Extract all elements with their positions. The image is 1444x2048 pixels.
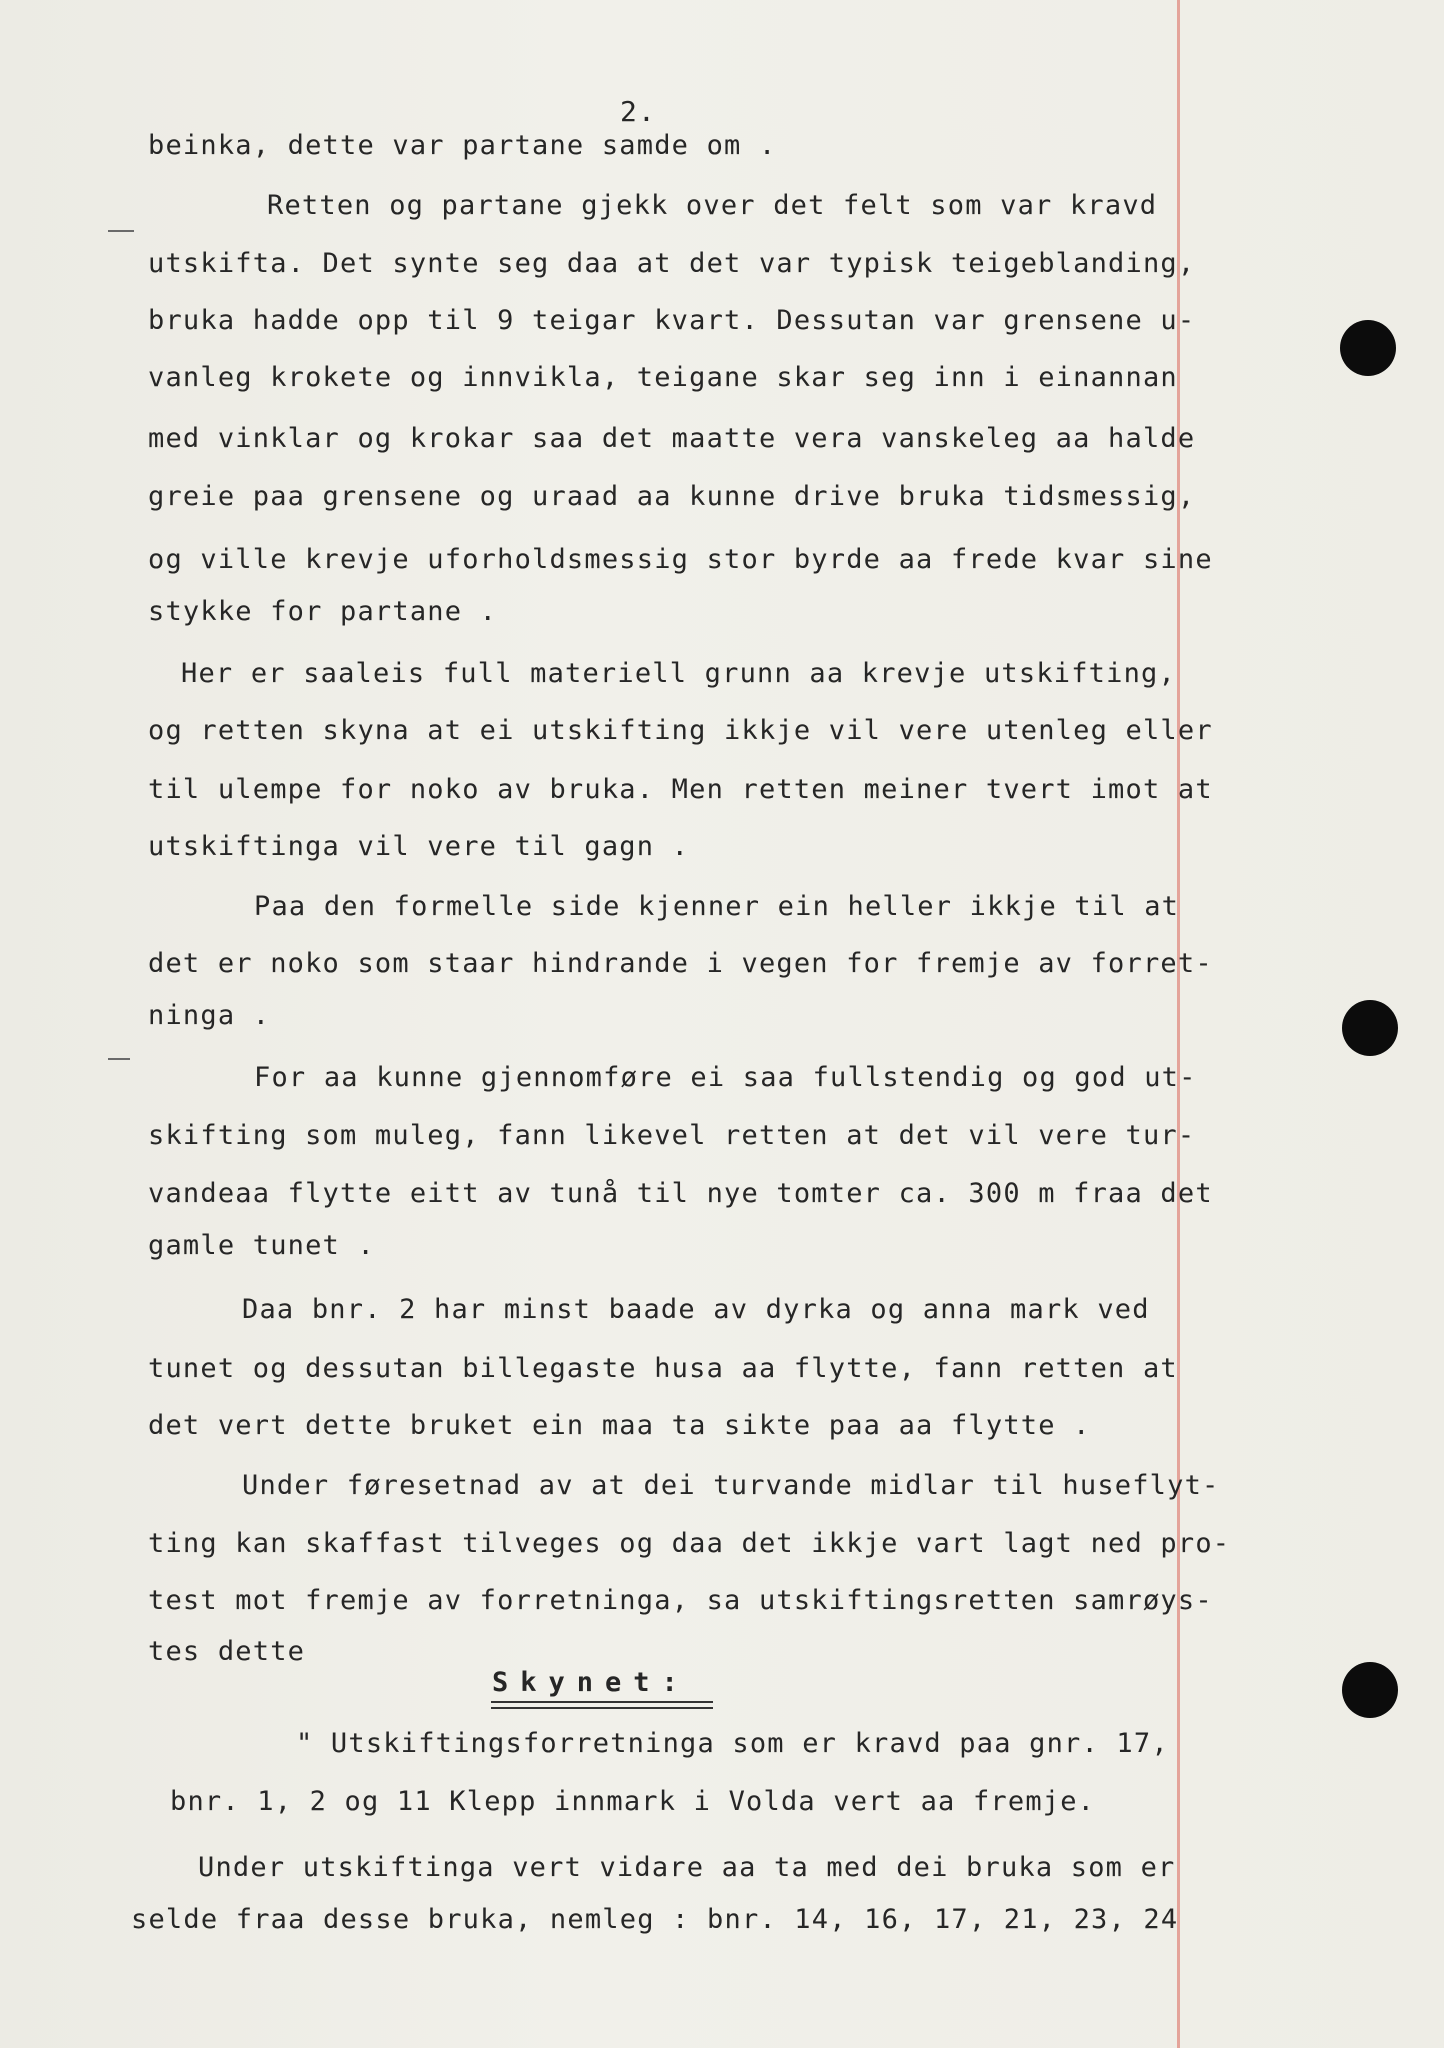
- text-line: Under utskiftinga vert vidare aa ta med dei bruka som er: [198, 1852, 1176, 1883]
- text-line: bruka hadde opp til 9 teigar kvart. Dessutan var grensene u-: [148, 305, 1196, 336]
- text-line: og retten skyna at ei utskifting ikkje vil vere utenleg eller: [148, 715, 1213, 746]
- text-line: stykke for partane .: [148, 596, 498, 627]
- text-line: det er noko som staar hindrande i vegen for fremje av forret-: [148, 948, 1213, 979]
- text-line: selde fraa desse bruka, nemleg : bnr. 14, 16, 17, 21, 23, 24: [131, 1904, 1179, 1935]
- text-line: bnr. 1, 2 og 11 Klepp innmark i Volda vert aa fremje.: [170, 1786, 1096, 1817]
- section-heading: Skynet:: [492, 1667, 690, 1698]
- text-line: beinka, dette var partane samde om .: [148, 130, 777, 161]
- text-line: med vinklar og krokar saa det maatte vera vanskeleg aa halde: [148, 423, 1196, 454]
- text-line: For aa kunne gjennomføre ei saa fullstendig og god ut-: [254, 1062, 1197, 1093]
- text-line: til ulempe for noko av bruka. Men retten meiner tvert imot at: [148, 774, 1213, 805]
- text-line: utskifta. Det synte seg daa at det var typisk teigeblanding,: [148, 248, 1196, 279]
- text-line: ninga .: [148, 1000, 271, 1031]
- text-line: utskiftinga vil vere til gagn .: [148, 831, 690, 862]
- text-line: test mot fremje av forretninga, sa utskiftingsretten samrøys-: [148, 1585, 1213, 1616]
- text-line: Her er saaleis full materiell grunn aa krevje utskifting,: [181, 658, 1176, 689]
- text-line: Under føresetnad av at dei turvande midlar til huseflyt-: [242, 1470, 1220, 1501]
- text-line: Daa bnr. 2 har minst baade av dyrka og anna mark ved: [242, 1294, 1150, 1325]
- page-number: 2.: [620, 95, 657, 128]
- heading-underline: [491, 1701, 713, 1703]
- text-line: tunet og dessutan billegaste husa aa flytte, fann retten at: [148, 1353, 1178, 1384]
- text-line: tes dette: [148, 1636, 306, 1667]
- text-line: vanleg krokete og innvikla, teigane skar seg inn i einannan: [148, 362, 1178, 393]
- text-line: Retten og partane gjekk over det felt som var kravd: [267, 190, 1158, 221]
- text-line: det vert dette bruket ein maa ta sikte paa aa flytte .: [148, 1410, 1091, 1441]
- text-line: ting kan skaffast tilveges og daa det ikkje vart lagt ned pro-: [148, 1528, 1231, 1559]
- text-line: vandeaa flytte eitt av tunå til nye tomter ca. 300 m fraa det: [148, 1178, 1213, 1209]
- text-line: og ville krevje uforholdsmessig stor byrde aa frede kvar sine: [148, 544, 1213, 575]
- text-line: gamle tunet .: [148, 1230, 375, 1261]
- heading-underline: [491, 1707, 713, 1709]
- text-line: skifting som muleg, fann likevel retten at det vil vere tur-: [148, 1120, 1196, 1151]
- text-line: " Utskiftingsforretninga som er kravd paa gnr. 17,: [296, 1728, 1169, 1759]
- text-line: Paa den formelle side kjenner ein heller ikkje til at: [254, 891, 1180, 922]
- text-line: greie paa grensene og uraad aa kunne drive bruka tidsmessig,: [148, 481, 1196, 512]
